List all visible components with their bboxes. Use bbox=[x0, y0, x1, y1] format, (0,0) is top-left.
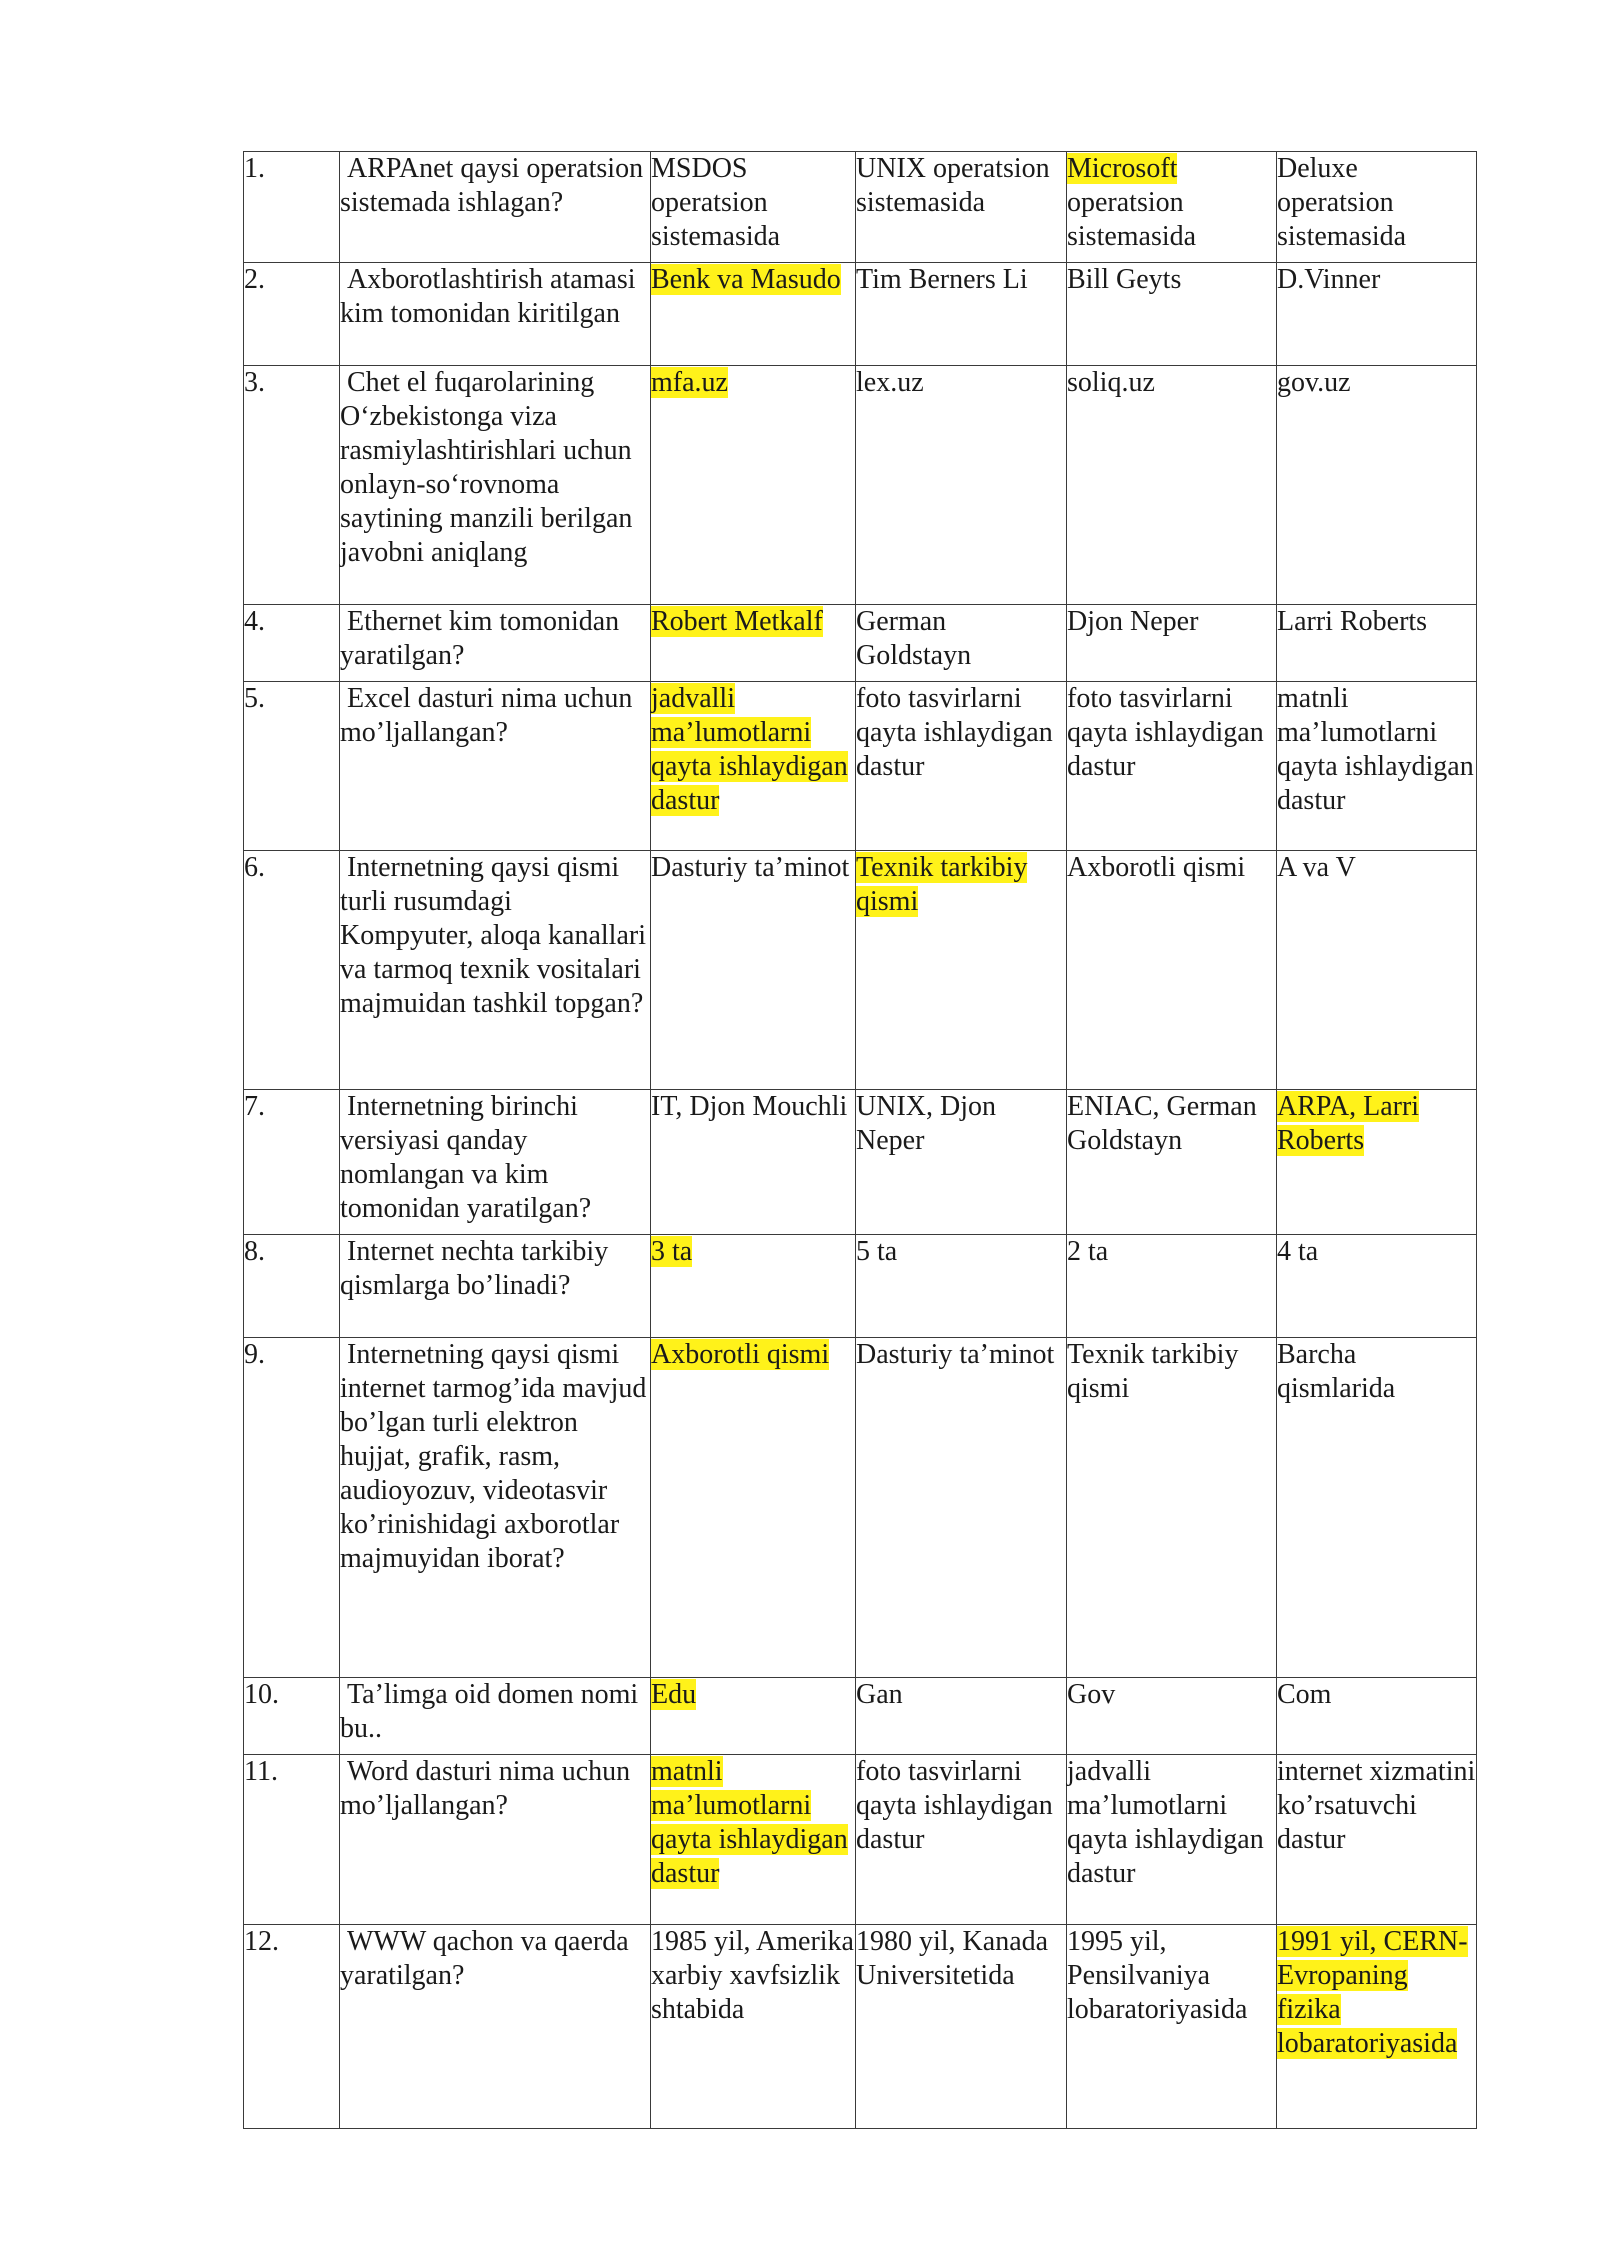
answer-option-a bbox=[651, 366, 856, 605]
answer-option-c bbox=[1067, 1090, 1277, 1235]
answer-option-b bbox=[856, 1090, 1067, 1235]
answer-text: German Goldstayn bbox=[856, 606, 972, 671]
question-number: 6. bbox=[244, 851, 340, 1090]
question-text: WWW qachon va qaerda yaratilgan? bbox=[340, 1926, 629, 1991]
answer-text: Axborotli qismi bbox=[1067, 852, 1246, 883]
answer-option-c bbox=[1067, 682, 1277, 851]
answer-text: Dasturiy ta’minot bbox=[856, 1339, 1055, 1370]
answer-text: Larri Roberts bbox=[1277, 606, 1428, 637]
answer-text: A va V bbox=[1277, 852, 1356, 883]
answer-option-c bbox=[1067, 605, 1277, 682]
answer-text: 1995 yil, Pensilvaniya lobaratoriyasida bbox=[1067, 1926, 1248, 2025]
answer-text: 4 ta bbox=[1277, 1236, 1319, 1267]
question-cell bbox=[340, 1925, 651, 2129]
answer-text: ENIAC, German Goldstayn bbox=[1067, 1091, 1257, 1156]
answer-text: 2 ta bbox=[1067, 1236, 1109, 1267]
quiz-table-body bbox=[244, 152, 1477, 2129]
answer-text: Bill Geyts bbox=[1067, 264, 1182, 295]
answer-option-c bbox=[1067, 1925, 1277, 2129]
answer-option-d bbox=[1277, 1678, 1477, 1755]
answer-option-a bbox=[651, 152, 856, 263]
question-cell bbox=[340, 682, 651, 851]
correct-answer-highlight: Axborotli qismi bbox=[651, 1339, 830, 1370]
question-row bbox=[244, 263, 1477, 366]
question-number: 2. bbox=[244, 263, 340, 366]
question-row bbox=[244, 1235, 1477, 1338]
answer-option-a bbox=[651, 1090, 856, 1235]
correct-answer-highlight: jadvalli ma’lumotlarni qayta ishlaydigan dastur bbox=[651, 683, 848, 816]
answer-text: MSDOS operatsion sistemasida bbox=[651, 153, 781, 252]
answer-option-b bbox=[856, 152, 1067, 263]
question-row bbox=[244, 1678, 1477, 1755]
question-text: Ethernet kim tomonidan yaratilgan? bbox=[340, 606, 620, 671]
question-text: Internet nechta tarkibiy qismlarga bo’linadi? bbox=[340, 1236, 609, 1301]
answer-text: foto tasvirlarni qayta ishlaydigan dastur bbox=[1067, 683, 1264, 782]
answer-option-a bbox=[651, 605, 856, 682]
question-row bbox=[244, 1755, 1477, 1925]
question-cell bbox=[340, 605, 651, 682]
question-row bbox=[244, 1925, 1477, 2129]
question-text: Internetning qaysi qismi internet tarmog’ida mavjud bo’lgan turli elektron hujjat, grafik, rasm, audioyozuv, videotasvir ko’rinishidagi axborotlar majmuyidan iborat? bbox=[340, 1339, 647, 1574]
answer-text-continued: operatsion sistemasida bbox=[1067, 187, 1197, 252]
answer-option-c bbox=[1067, 366, 1277, 605]
answer-text: Gan bbox=[856, 1679, 903, 1710]
answer-option-b bbox=[856, 1925, 1067, 2129]
answer-option-b bbox=[856, 1235, 1067, 1338]
answer-option-d bbox=[1277, 1755, 1477, 1925]
answer-option-b bbox=[856, 1755, 1067, 1925]
answer-option-d bbox=[1277, 1090, 1477, 1235]
question-row bbox=[244, 366, 1477, 605]
answer-text: UNIX operatsion sistemasida bbox=[856, 153, 1050, 218]
answer-text: foto tasvirlarni qayta ishlaydigan dastur bbox=[856, 1756, 1053, 1855]
question-cell bbox=[340, 1755, 651, 1925]
answer-option-a bbox=[651, 1235, 856, 1338]
question-cell bbox=[340, 263, 651, 366]
answer-option-d bbox=[1277, 1925, 1477, 2129]
answer-text: gov.uz bbox=[1277, 367, 1351, 398]
answer-text: Deluxe operatsion sistemasida bbox=[1277, 153, 1407, 252]
question-cell bbox=[340, 152, 651, 263]
answer-option-c bbox=[1067, 263, 1277, 366]
correct-answer-highlight: 1991 yil, CERN-Evropaning fizika lobaratoriyasida bbox=[1277, 1926, 1468, 2059]
question-row bbox=[244, 152, 1477, 263]
answer-option-d bbox=[1277, 605, 1477, 682]
answer-option-d bbox=[1277, 682, 1477, 851]
answer-text: Barcha qismlarida bbox=[1277, 1339, 1396, 1404]
answer-option-b bbox=[856, 851, 1067, 1090]
answer-option-d bbox=[1277, 851, 1477, 1090]
question-number: 5. bbox=[244, 682, 340, 851]
answer-option-b bbox=[856, 263, 1067, 366]
answer-text: Com bbox=[1277, 1679, 1332, 1710]
answer-text: matnli ma’lumotlarni qayta ishlaydigan dastur bbox=[1277, 683, 1474, 816]
quiz-table bbox=[243, 151, 1477, 2129]
answer-option-c bbox=[1067, 152, 1277, 263]
correct-answer-highlight: Benk va Masudo bbox=[651, 264, 841, 295]
correct-answer-highlight: matnli ma’lumotlarni qayta ishlaydigan dastur bbox=[651, 1756, 848, 1889]
answer-text: internet xizmatini ko’rsatuvchi dastur bbox=[1277, 1756, 1476, 1855]
answer-option-c bbox=[1067, 1755, 1277, 1925]
question-cell bbox=[340, 1678, 651, 1755]
question-text: ARPAnet qaysi operatsion sistemada ishlagan? bbox=[340, 153, 644, 218]
answer-text: Tim Berners Li bbox=[856, 264, 1028, 295]
answer-text: Texnik tarkibiy qismi bbox=[1067, 1339, 1239, 1404]
answer-text: 1980 yil, Kanada Universitetida bbox=[856, 1926, 1049, 1991]
answer-option-a bbox=[651, 682, 856, 851]
answer-text: UNIX, Djon Neper bbox=[856, 1091, 996, 1156]
answer-option-c bbox=[1067, 1678, 1277, 1755]
question-number: 1. bbox=[244, 152, 340, 263]
question-cell bbox=[340, 1235, 651, 1338]
question-row bbox=[244, 1090, 1477, 1235]
answer-option-a bbox=[651, 1678, 856, 1755]
correct-answer-highlight: Texnik tarkibiy qismi bbox=[856, 852, 1028, 917]
answer-option-a bbox=[651, 851, 856, 1090]
answer-option-a bbox=[651, 1755, 856, 1925]
answer-option-b bbox=[856, 1678, 1067, 1755]
answer-text: foto tasvirlarni qayta ishlaydigan dastur bbox=[856, 683, 1053, 782]
question-cell bbox=[340, 851, 651, 1090]
answer-text: soliq.uz bbox=[1067, 367, 1155, 398]
answer-option-d bbox=[1277, 1235, 1477, 1338]
question-text: Excel dasturi nima uchun mo’ljallangan? bbox=[340, 683, 633, 748]
question-number: 11. bbox=[244, 1755, 340, 1925]
answer-text: 1985 yil, Amerika xarbiy xavfsizlik shtabida bbox=[651, 1926, 854, 2025]
answer-text: 5 ta bbox=[856, 1236, 898, 1267]
question-number: 9. bbox=[244, 1338, 340, 1678]
question-text: Axborotlashtirish atamasi kim tomonidan kiritilgan bbox=[340, 264, 636, 329]
answer-text: Gov bbox=[1067, 1679, 1116, 1710]
answer-text: lex.uz bbox=[856, 367, 924, 398]
answer-option-b bbox=[856, 682, 1067, 851]
answer-option-a bbox=[651, 1925, 856, 2129]
answer-option-d bbox=[1277, 366, 1477, 605]
question-cell bbox=[340, 1338, 651, 1678]
answer-text: jadvalli ma’lumotlarni qayta ishlaydigan dastur bbox=[1067, 1756, 1264, 1889]
answer-option-b bbox=[856, 605, 1067, 682]
correct-answer-highlight: 3 ta bbox=[651, 1236, 693, 1267]
question-text: Word dasturi nima uchun mo’ljallangan? bbox=[340, 1756, 631, 1821]
answer-text: IT, Djon Mouchli bbox=[651, 1091, 848, 1122]
question-number: 4. bbox=[244, 605, 340, 682]
question-cell bbox=[340, 366, 651, 605]
question-number: 7. bbox=[244, 1090, 340, 1235]
answer-text: Dasturiy ta’minot bbox=[651, 852, 850, 883]
answer-text: Djon Neper bbox=[1067, 606, 1199, 637]
question-row bbox=[244, 682, 1477, 851]
question-text: Internetning birinchi versiyasi qanday nomlangan va kim tomonidan yaratilgan? bbox=[340, 1091, 592, 1224]
question-cell bbox=[340, 1090, 651, 1235]
question-text: Internetning qaysi qismi turli rusumdagi Kompyuter, aloqa kanallari va tarmoq texnik vositalari majmuidan tashkil topgan? bbox=[340, 852, 646, 1019]
question-text: Ta’limga oid domen nomi bu.. bbox=[340, 1679, 639, 1744]
answer-option-a bbox=[651, 263, 856, 366]
answer-option-c bbox=[1067, 1338, 1277, 1678]
answer-option-c bbox=[1067, 1235, 1277, 1338]
correct-answer-highlight: Robert Metkalf bbox=[651, 606, 823, 637]
answer-option-d bbox=[1277, 1338, 1477, 1678]
answer-option-a bbox=[651, 1338, 856, 1678]
answer-option-c bbox=[1067, 851, 1277, 1090]
answer-option-b bbox=[856, 1338, 1067, 1678]
question-row bbox=[244, 851, 1477, 1090]
answer-option-d bbox=[1277, 263, 1477, 366]
question-number: 3. bbox=[244, 366, 340, 605]
question-number: 8. bbox=[244, 1235, 340, 1338]
question-number: 12. bbox=[244, 1925, 340, 2129]
question-text: Chet el fuqarolarining O‘zbekistonga viza rasmiylashtirishlari uchun onlayn-so‘rovnoma saytining manzili berilgan javobni aniqlang bbox=[340, 367, 633, 568]
correct-answer-highlight: Edu bbox=[651, 1679, 697, 1710]
question-row bbox=[244, 605, 1477, 682]
question-row bbox=[244, 1338, 1477, 1678]
correct-answer-highlight: ARPA, Larri Roberts bbox=[1277, 1091, 1420, 1156]
answer-option-d bbox=[1277, 152, 1477, 263]
answer-text: D.Vinner bbox=[1277, 264, 1381, 295]
question-number: 10. bbox=[244, 1678, 340, 1755]
answer-option-b bbox=[856, 366, 1067, 605]
correct-answer-highlight: mfa.uz bbox=[651, 367, 728, 398]
correct-answer-highlight: Microsoft bbox=[1067, 153, 1178, 184]
